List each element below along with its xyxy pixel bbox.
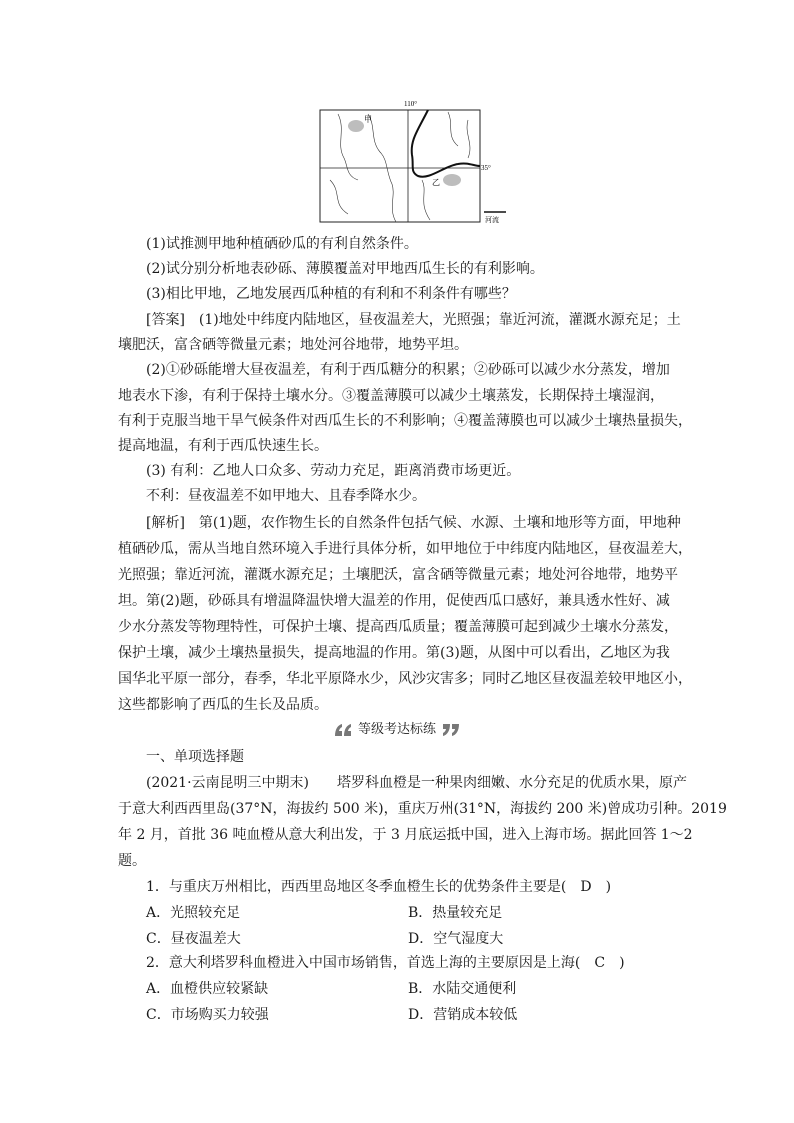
mcq-2-option-d: D．营销成本较低 xyxy=(408,1007,518,1023)
question-1: (1)试推测甲地种植硒砂瓜的有利自然条件。 xyxy=(146,236,418,252)
passage-line: 于意大利西西里岛(37°N，海拔约 500 米)，重庆万州(31°N，海拔约 200 米)曾成功引种。2019 xyxy=(118,801,727,817)
region-b-label: 乙 xyxy=(432,178,440,187)
mcq-1-option-a: A．光照较充足 xyxy=(146,905,241,921)
section-title xyxy=(0,720,794,744)
analysis-line: 国华北平原一部分，春季，华北平原降水少，风沙灾害多；同时乙地区昼夜温差较甲地区小， xyxy=(118,671,692,687)
analysis-line: 保护土壤，减少土壤热量损失，提高地温的作用。第(3)题，从图中可以看出，乙地区为我 xyxy=(118,645,670,661)
answer-line: [答案] (1)地处中纬度内陆地区，昼夜温差大，光照强；靠近河流，灌溉水源充足；土 xyxy=(146,312,681,328)
analysis-line: 光照强；靠近河流，灌溉水源充足；土壤肥沃，富含硒等微量元素；地处河谷地带，地势平 xyxy=(118,567,678,583)
answer-line: (3) 有利：乙地人口众多、劳动力充足，距离消费市场更近。 xyxy=(146,463,521,479)
region-a-label: 甲 xyxy=(364,115,372,124)
mcq-1-option-b: B．热量较充足 xyxy=(408,905,503,921)
tributary xyxy=(467,120,470,158)
mcq-1-option-d: D．空气湿度大 xyxy=(408,931,504,947)
analysis-line: 这些都影响了西瓜的生长及品质。 xyxy=(118,697,328,713)
mcq-2-option-c: C．市场购买力较强 xyxy=(146,1007,269,1023)
latitude-label: 35° xyxy=(481,164,491,172)
open-quote-icon xyxy=(334,723,352,737)
question-3: (3)相比甲地，乙地发展西瓜种植的有利和不利条件有哪些？ xyxy=(146,286,516,302)
analysis-line: [解析] 第(1)题，农作物生长的自然条件包括气候、水源、土壤和地形等方面，甲地种 xyxy=(146,515,681,531)
longitude-label: 110° xyxy=(404,100,418,108)
passage-line: 年 2 月，首批 36 吨血橙从意大利出发，于 3 月底运抵中国，进入上海市场。据此回答 1～2 xyxy=(118,827,693,843)
tributary xyxy=(448,112,458,146)
analysis-line: 植硒砂瓜，需从当地自然环境入手进行具体分析，如甲地位于中纬度内陆地区，昼夜温差大， xyxy=(118,541,692,557)
analysis-line: 坦。第(2)题，砂砾具有增温降温快增大温差的作用，促使西瓜口感好，兼具透水性好、减 xyxy=(118,593,670,609)
answer-line: 有利于克服当地干旱气候条件对西瓜生长的不利影响；④覆盖薄膜也可以减少土壤热量损失， xyxy=(118,413,692,429)
answer-line: 地表水下渗，有利于保持土壤水分。③覆盖薄膜可以减少土壤蒸发，长期保持土壤湿润， xyxy=(118,388,664,404)
mcq-2-option-a: A．血橙供应较紧缺 xyxy=(146,981,269,997)
region-b-shading xyxy=(443,174,461,186)
section-title-text: 等级考达标练 xyxy=(357,722,436,737)
answer-line: 不利：昼夜温差不如甲地大、且春季降水少。 xyxy=(146,488,426,504)
tributary xyxy=(330,180,348,214)
close-quote-icon xyxy=(442,723,460,737)
section-subtitle: 一、单项选择题 xyxy=(146,749,244,765)
mcq-2-stem: 2．意大利塔罗科血橙进入中国市场销售，首选上海的主要原因是上海( C ) xyxy=(146,955,625,971)
passage-line: 题。 xyxy=(118,853,146,869)
legend-river-label: 河流 xyxy=(485,216,499,224)
map-frame xyxy=(320,110,480,222)
analysis-line: 少水分蒸发等物理特性，可保护土壤、提高西瓜质量；覆盖薄膜可起到减少土壤水分蒸发， xyxy=(118,619,678,635)
mcq-1-stem: 1．与重庆万州相比，西西里岛地区冬季血橙生长的优势条件主要是( D ) xyxy=(146,879,612,895)
river-map-figure xyxy=(318,100,510,228)
passage-line: (2021·云南昆明三中期末) 塔罗科血橙是一种果肉细嫩、水分充足的优质水果，原产 xyxy=(146,775,688,791)
map-svg xyxy=(318,100,510,228)
region-a-shading xyxy=(348,120,364,132)
mcq-1-option-c: C．昼夜温差大 xyxy=(146,931,241,947)
tributary xyxy=(422,180,430,220)
answer-line: (2)①砂砾能增大昼夜温差，有利于西瓜糖分的积累；②砂砾可以减少水分蒸发，增加 xyxy=(146,362,670,378)
answer-line: 壤肥沃，富含硒等微量元素；地处河谷地带，地势平坦。 xyxy=(118,337,468,353)
answer-line: 提高地温，有利于西瓜快速生长。 xyxy=(118,438,328,454)
question-2: (2)试分别分析地表砂砾、薄膜覆盖对甲地西瓜生长的有利影响。 xyxy=(146,261,544,277)
mcq-2-option-b: B．水陆交通便利 xyxy=(408,981,517,997)
